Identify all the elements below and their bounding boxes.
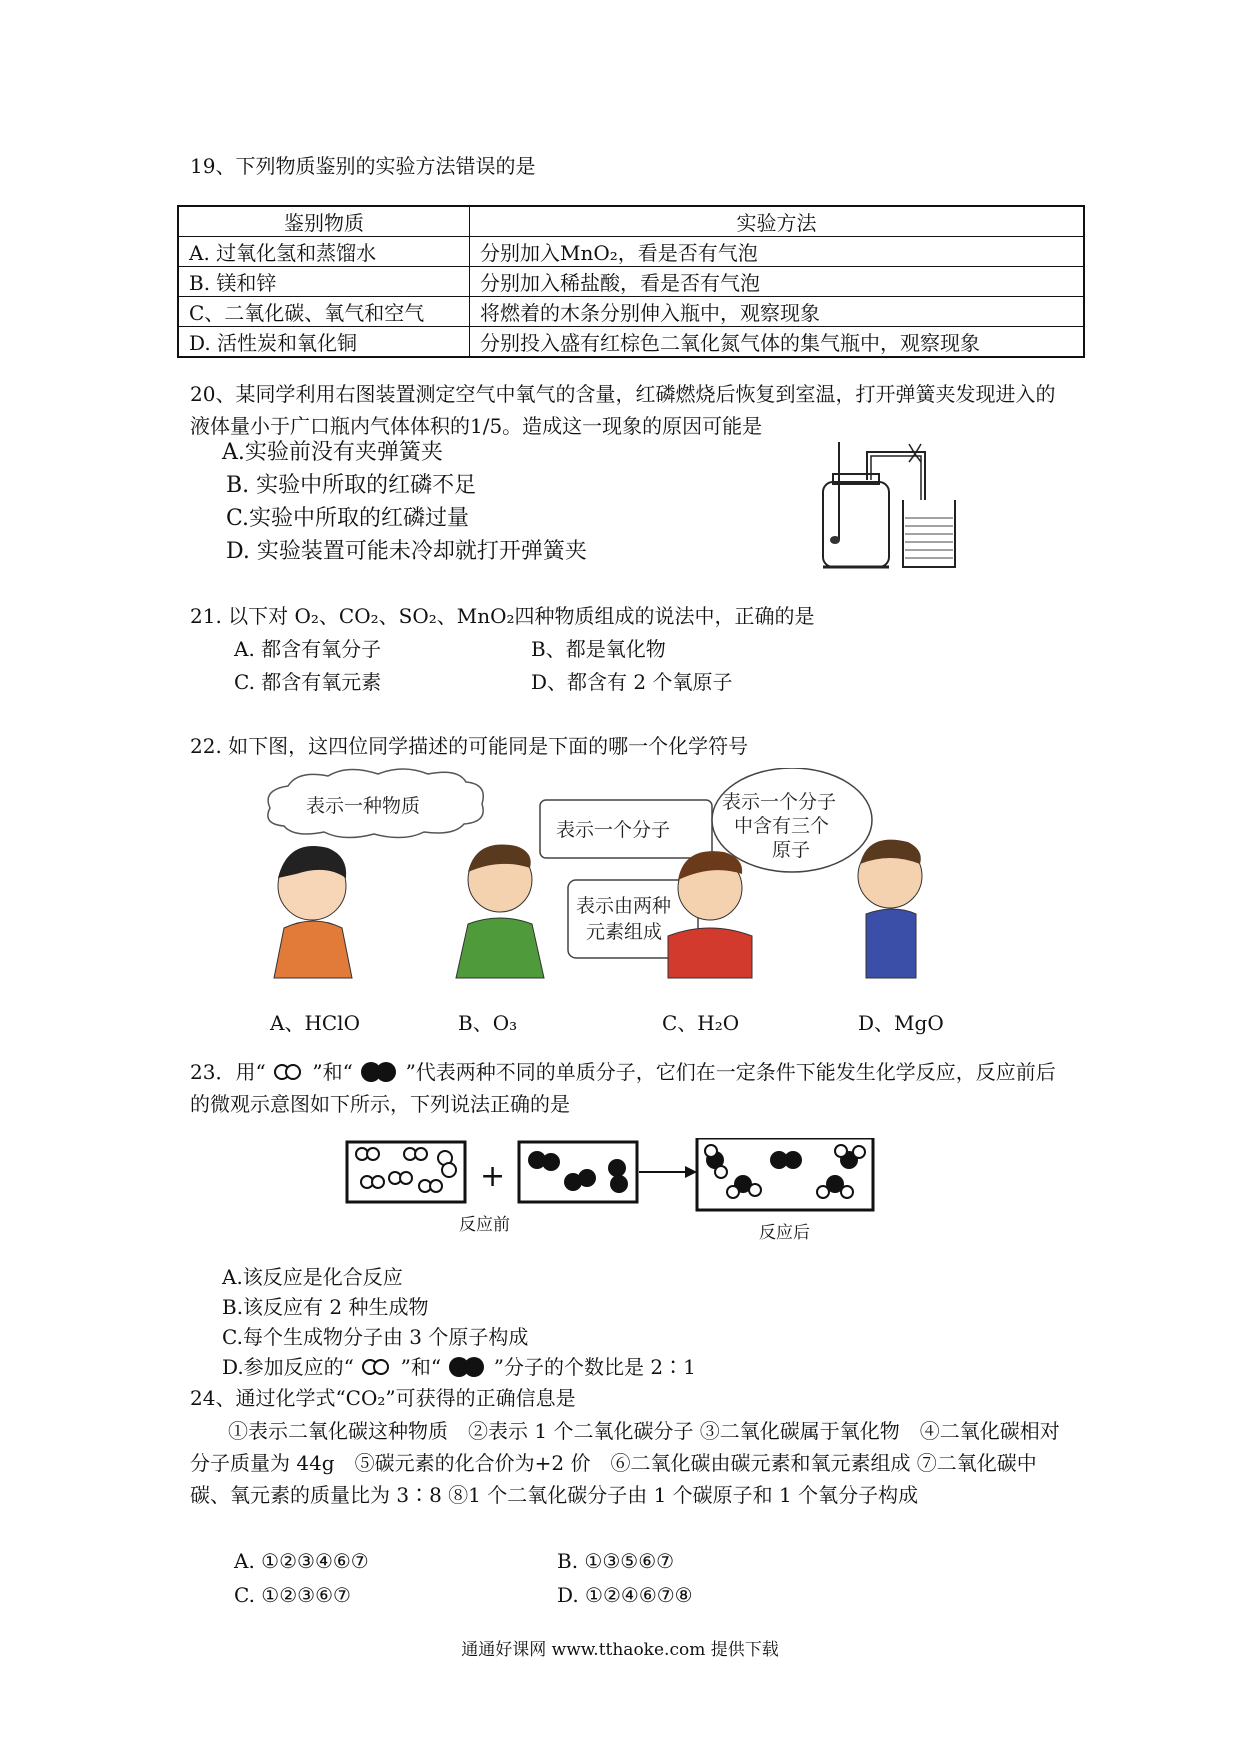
table-header-row [178, 206, 1084, 237]
q23-option-d [222, 1354, 696, 1380]
white-molecule-icon [360, 1358, 394, 1376]
table-cell: D. 活性炭和氧化铜 [178, 327, 470, 358]
q21-text: 21. 以下对 O₂、CO₂、SO₂、MnO₂四种物质组成的说法中，正确的是 [190, 604, 815, 628]
q24-option-d: D. ①②④⑥⑦⑧ [557, 1583, 693, 1607]
q23-text-part: 23．用“ [190, 1060, 266, 1084]
q20-option-b: B. 实验中所取的红磷不足 [226, 473, 477, 498]
student-girl-icon [274, 846, 352, 978]
q23-option-b: B.该反应有 2 种生成物 [222, 1295, 429, 1319]
table-cell: 分别加入MnO₂，看是否有气泡 [470, 237, 1085, 267]
reaction-diagram [345, 1138, 875, 1248]
q22-option-d: D、MgO [858, 1011, 944, 1035]
q21-option-b: B、都是氧化物 [531, 637, 666, 661]
table-row [178, 237, 1084, 267]
q19-table [177, 205, 1085, 358]
student-boy-green-icon [456, 844, 544, 978]
table-header: 鉴别物质 [178, 206, 470, 237]
q23-option-c: C.每个生成物分子由 3 个原子构成 [222, 1325, 529, 1349]
q23-text-part: ”代表两种不同的单质分子，它们在一定条件下能发生化学反应，反应前后的微观示意图如下所示，下列说法正确的是 [190, 1060, 1056, 1116]
student-boy-blue-icon [858, 840, 922, 978]
table-cell: 将燃着的木条分别伸入瓶中，观察现象 [470, 297, 1085, 327]
q23-option-a: A.该反应是化合反应 [222, 1265, 403, 1289]
q21-option-c: C. 都含有氧元素 [234, 670, 382, 694]
q22-option-a: A、HClO [270, 1011, 360, 1035]
bubble-text: 表示由两种 [576, 895, 672, 917]
black-molecule-icon [359, 1061, 399, 1083]
oxygen-apparatus-figure [805, 440, 985, 575]
q23-option-d-part: ”分子的个数比是 2∶1 [493, 1355, 696, 1379]
q21-option-a: A. 都含有氧分子 [234, 637, 382, 661]
q23-text [190, 1056, 1060, 1120]
bubble-text: 表示一个分子 [722, 791, 837, 813]
table-header: 实验方法 [470, 206, 1085, 237]
q23-option-d-part: ”和“ [400, 1355, 442, 1379]
white-molecule-icon [272, 1063, 306, 1081]
table-row [178, 297, 1084, 327]
table-cell: 分别加入稀盐酸，看是否有气泡 [470, 267, 1085, 297]
table-row [178, 267, 1084, 297]
bubble-text: 表示一种物质 [306, 795, 421, 817]
q23-text-part: ”和“ [312, 1060, 353, 1084]
q22-option-c: C、H₂O [662, 1011, 740, 1035]
q22-option-b: B、O₃ [458, 1011, 518, 1035]
q20-option-c: C.实验中所取的红磷过量 [226, 506, 470, 531]
q21-option-d: D、都含有 2 个氧原子 [531, 670, 733, 694]
students-illustration [262, 768, 942, 983]
black-molecule-icon [447, 1356, 487, 1378]
q22-text: 22. 如下图，这四位同学描述的可能同是下面的哪一个化学符号 [190, 734, 749, 758]
q20-option-a: A.实验前没有夹弹簧夹 [222, 440, 443, 465]
table-cell: A. 过氧化氢和蒸馏水 [178, 237, 470, 267]
q24-option-c: C. ①②③⑥⑦ [234, 1583, 351, 1607]
caption-before: 反应前 [459, 1215, 510, 1235]
q24-title: 24、通过化学式“CO₂”可获得的正确信息是 [190, 1386, 576, 1410]
q19-title: 19、下列物质鉴别的实验方法错误的是 [190, 154, 536, 178]
q24-body: ①表示二氧化碳这种物质 ②表示 1 个二氧化碳分子 ③二氧化碳属于氧化物 ④二氧化碳相对分子质量为 44g ⑤碳元素的化合价为+2 价 ⑥二氧化碳由碳元素和氧元素组成 ⑦二氧化碳中碳、氧元素的质量比为 3∶8 ⑧1 个二氧化碳分子由 1 个碳原子和 1 个氧分子构成 [190, 1419, 1060, 1507]
table-cell: C、二氧化碳、氧气和空气 [178, 297, 470, 327]
bubble-text: 中含有三个 [734, 815, 830, 837]
plus-sign: + [480, 1159, 506, 1194]
q20-text: 20、某同学利用右图装置测定空气中氧气的含量，红磷燃烧后恢复到室温，打开弹簧夹发现进入的液体量小于广口瓶内气体体积的1/5。造成这一现象的原因可能是 [190, 382, 1056, 438]
table-cell: B. 镁和锌 [178, 267, 470, 297]
q24-option-a: A. ①②③④⑥⑦ [234, 1549, 369, 1573]
bubble-text: 元素组成 [586, 921, 663, 943]
table-row [178, 327, 1084, 358]
q23-option-d-part: D.参加反应的“ [222, 1355, 354, 1379]
bubble-text: 表示一个分子 [556, 819, 671, 841]
page-footer: 通通好课网 www.tthaoke.com 提供下载 [461, 1640, 779, 1660]
bubble-text: 原子 [772, 839, 811, 861]
table-cell: 分别投入盛有红棕色二氧化氮气体的集气瓶中，观察现象 [470, 327, 1085, 358]
q20-option-d: D. 实验装置可能未冷却就打开弹簧夹 [226, 539, 587, 564]
q24-option-b: B. ①③⑤⑥⑦ [557, 1549, 675, 1573]
caption-after: 反应后 [759, 1223, 810, 1243]
